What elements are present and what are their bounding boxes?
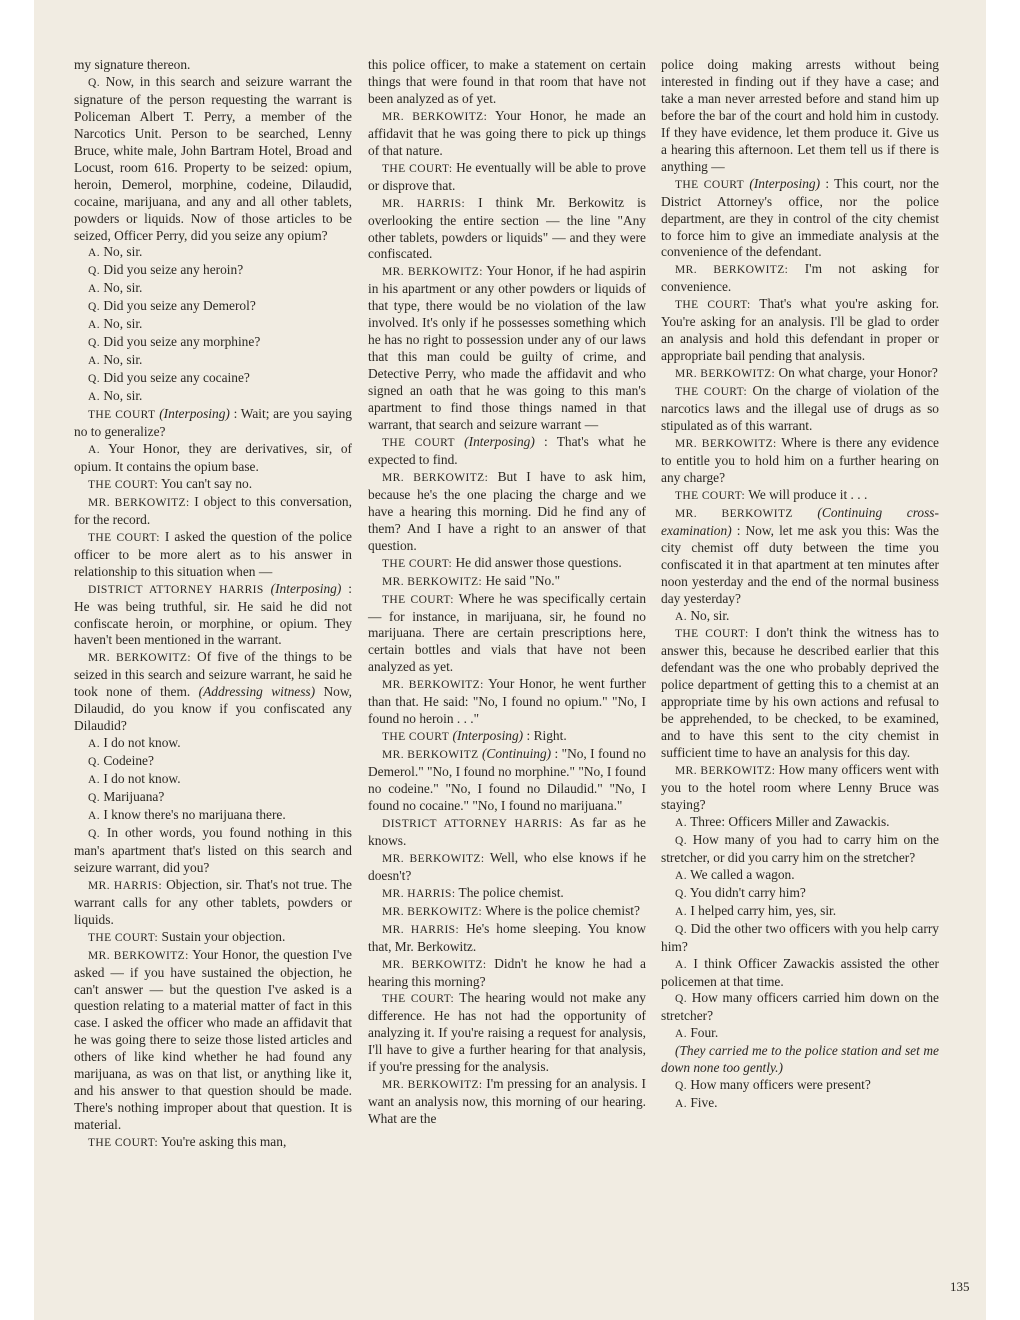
transcript-paragraph bbox=[368, 573, 646, 591]
speaker-label: Q. bbox=[88, 792, 100, 805]
transcript-paragraph bbox=[661, 57, 939, 176]
transcript-paragraph bbox=[661, 176, 939, 262]
speech-text: Objection, sir. That's not true. The warrant calls for any other tablets, powders or liquids. bbox=[74, 876, 352, 927]
speaker-label: MR. BERKOWITZ: bbox=[675, 264, 789, 277]
speaker-label: THE COURT: bbox=[675, 628, 749, 641]
transcript-paragraph bbox=[74, 57, 352, 74]
transcript-paragraph bbox=[368, 921, 646, 956]
speaker-label: MR. HARRIS: bbox=[88, 879, 163, 892]
speaker-label: THE COURT bbox=[88, 409, 156, 422]
text-column-2 bbox=[368, 57, 646, 1128]
speaker-label: Q. bbox=[88, 265, 100, 278]
transcript-paragraph bbox=[74, 406, 352, 441]
transcript-paragraph bbox=[368, 555, 646, 573]
transcript-paragraph bbox=[661, 1043, 939, 1077]
speech-text: We called a wagon. bbox=[690, 866, 795, 882]
speech-text: How many officers carried him down on the stretcher? bbox=[661, 990, 939, 1024]
speaker-label: Q. bbox=[88, 337, 100, 350]
speech-text: Your Honor, he went further than that. He said: "No, I found no opium." "No, I found no heroin . . ." bbox=[368, 676, 646, 727]
transcript-paragraph bbox=[368, 676, 646, 728]
transcript-paragraph bbox=[74, 74, 352, 245]
speaker-label: THE COURT: bbox=[675, 386, 748, 399]
speech-text: He said "No." bbox=[485, 572, 561, 588]
speaker-label: A. bbox=[88, 443, 100, 456]
speech-text: : Right. bbox=[526, 728, 567, 744]
speaker-label: THE COURT: bbox=[382, 557, 453, 570]
speaker-label: A. bbox=[88, 247, 100, 260]
speech-text: No, sir. bbox=[103, 388, 143, 404]
transcript-paragraph bbox=[368, 263, 646, 434]
transcript-paragraph bbox=[661, 832, 939, 867]
speaker-label: A. bbox=[88, 738, 100, 751]
speech-text: But I have to ask him, because he's the one placing the charge and we have a hearing this morning. Did he find any of them? And I have a right to an answer of that question. bbox=[368, 468, 646, 553]
transcript-paragraph bbox=[661, 762, 939, 814]
speech-text: Didn't he know he had a hearing this morning? bbox=[368, 955, 646, 989]
transcript-paragraph bbox=[74, 529, 352, 581]
transcript-paragraph bbox=[368, 990, 646, 1076]
speaker-label: A. bbox=[675, 1098, 687, 1111]
transcript-paragraph bbox=[74, 388, 352, 406]
transcript-paragraph bbox=[661, 625, 939, 762]
speech-text: Did the other two officers with you help carry him? bbox=[661, 920, 939, 954]
transcript-paragraph bbox=[74, 370, 352, 388]
speaker-label: A. bbox=[88, 391, 100, 404]
speech-text: He's home sleeping. You know that, Mr. Berkowitz. bbox=[368, 920, 646, 954]
speaker-label: MR. BERKOWITZ bbox=[382, 749, 479, 762]
transcript-paragraph bbox=[74, 316, 352, 334]
stage-direction: (Interposing) bbox=[749, 175, 821, 191]
speaker-label: MR. BERKOWITZ: bbox=[382, 110, 488, 123]
transcript-paragraph bbox=[661, 903, 939, 921]
transcript-paragraph bbox=[661, 867, 939, 885]
transcript-paragraph bbox=[74, 947, 352, 1134]
speaker-label: MR. BERKOWITZ: bbox=[88, 949, 189, 962]
text-column-1 bbox=[74, 57, 352, 1152]
speech-text: Where is the police chemist? bbox=[485, 902, 640, 918]
speech-text: Codeine? bbox=[103, 753, 154, 769]
speech-text: I helped carry him, yes, sir. bbox=[690, 902, 837, 918]
speech-text: my signature thereon. bbox=[74, 57, 191, 72]
speech-text: police doing making arrests without being interested in finding out if they have a case; and take a man never arrested before and stand him up before the bar of the court and hold him in custody. If they have evidence, let them produce it. Give us a hearing this afternoon. Let them tell us if there is anything — bbox=[661, 57, 939, 174]
speaker-label: THE COURT: bbox=[88, 931, 159, 944]
transcript-paragraph bbox=[74, 877, 352, 929]
speaker-label: THE COURT bbox=[675, 178, 745, 191]
speaker-label: MR. BERKOWITZ: bbox=[382, 575, 483, 588]
transcript-paragraph bbox=[74, 280, 352, 298]
speech-text: The hearing would not make any difference. He has not had the opportunity of analyzing it. If you're raising a request for analysis, I'll have to give a further hearing for that analysis, if you're pressing for the analysis. bbox=[368, 990, 646, 1075]
transcript-paragraph bbox=[661, 296, 939, 365]
speaker-label: THE COURT bbox=[382, 436, 455, 449]
speaker-label: MR. BERKOWITZ: bbox=[382, 1079, 483, 1092]
speaker-label: DISTRICT ATTORNEY HARRIS: bbox=[382, 817, 563, 830]
transcript-paragraph bbox=[368, 591, 646, 677]
transcript-paragraph bbox=[661, 608, 939, 626]
speech-text: : He was being truthful, sir. He said he did not confiscate heroin, or morphine, or opium. They haven't been mentioned in the warrant. bbox=[74, 580, 352, 648]
speech-text: Did you seize any morphine? bbox=[103, 334, 261, 350]
transcript-paragraph bbox=[368, 1076, 646, 1128]
speech-text: On what charge, your Honor? bbox=[778, 365, 938, 381]
transcript-paragraph bbox=[74, 649, 352, 735]
speech-text: : That's what he expected to find. bbox=[368, 433, 646, 467]
transcript-paragraph bbox=[661, 885, 939, 903]
transcript-paragraph bbox=[74, 929, 352, 947]
speech-text: No, sir. bbox=[103, 352, 143, 368]
speaker-label: Q. bbox=[88, 827, 100, 840]
speech-text: this police officer, to make a statement on certain things that were found in that room that have not been analyzed as of yet. bbox=[368, 57, 646, 106]
speech-text: I'm not asking for convenience. bbox=[661, 261, 939, 295]
transcript-paragraph bbox=[74, 789, 352, 807]
stage-direction: (Continuing) bbox=[481, 746, 552, 762]
transcript-paragraph bbox=[368, 850, 646, 885]
transcript-paragraph bbox=[661, 990, 939, 1025]
speech-text: : "No, I found no Demerol." "No, I found no morphine." "No, I found no codeine." "No, I found no Dilaudid." "No, I found no cocaine." "No, I found no marijuana." bbox=[368, 746, 646, 813]
speech-text: Sustain your objection. bbox=[161, 928, 286, 944]
speaker-label: A. bbox=[88, 774, 100, 787]
speech-text: As far as he knows. bbox=[368, 814, 646, 848]
speaker-label: A. bbox=[88, 355, 100, 368]
transcript-paragraph bbox=[74, 262, 352, 280]
speech-text: Five. bbox=[690, 1095, 718, 1111]
speaker-label: MR. BERKOWITZ: bbox=[675, 437, 777, 450]
speech-text: : Now, let me ask you this: Was the city chemist off duty between the time you confiscated it in that apartment at ten minutes after noon yesterday and the end of the normal business day yesterday? bbox=[661, 522, 939, 606]
text-column-3 bbox=[661, 57, 939, 1113]
speaker-label: MR. BERKOWITZ: bbox=[88, 652, 191, 665]
speaker-label: THE COURT: bbox=[675, 299, 751, 312]
transcript-paragraph bbox=[74, 581, 352, 650]
speaker-label: THE COURT: bbox=[88, 478, 159, 491]
speech-text: : This court, nor the District Attorney's office, nor the police department, are they in control of the city chemist to force him to give an immediate analysis at the convenience of the defendant. bbox=[661, 175, 939, 260]
speech-text: You can't say no. bbox=[161, 475, 253, 491]
speaker-label: Q. bbox=[88, 301, 100, 314]
stage-direction: (They carried me to the police station and set me down none too gently.) bbox=[661, 1043, 939, 1076]
speech-text: How many of you had to carry him on the stretcher, or did you carry him on the stretcher? bbox=[661, 831, 939, 865]
transcript-paragraph bbox=[368, 903, 646, 921]
speaker-label: Q. bbox=[88, 756, 100, 769]
speaker-label: A. bbox=[675, 610, 687, 623]
speaker-label: THE COURT: bbox=[675, 489, 746, 502]
transcript-paragraph bbox=[74, 1134, 352, 1152]
stage-direction: (Continuing cross-examination) bbox=[661, 504, 939, 538]
speech-text: I think Officer Zawackis assisted the other policemen at that time. bbox=[661, 955, 939, 989]
speaker-label: A. bbox=[675, 905, 687, 918]
stage-direction: (Addressing witness) bbox=[198, 684, 316, 700]
speech-text: I asked the question of the police officer to be more alert as to his answer in relationship to this situation when — bbox=[74, 528, 352, 579]
speaker-label: THE COURT: bbox=[382, 593, 454, 606]
speech-text: Marijuana? bbox=[103, 789, 165, 805]
book-page bbox=[34, 0, 986, 1320]
speaker-label: MR. BERKOWITZ bbox=[675, 507, 793, 520]
speech-text: Your Honor, the question I've asked — if you have sustained the objection, he can't answer — but the question I've asked is a question relating to a material matter of fact in this case. I asked the officer who made an affidavit that he was going there to seize those listed articles and others of like kind whether he had found any marijuana, as was on that list, or anything like it, and his answer to that question should be made. There's nothing improper about that question. It is material. bbox=[74, 946, 352, 1133]
speaker-label: A. bbox=[675, 869, 687, 882]
speech-text: No, sir. bbox=[103, 280, 143, 296]
speech-text: Did you seize any Demerol? bbox=[103, 298, 256, 314]
transcript-paragraph bbox=[368, 956, 646, 991]
speech-text: Your Honor, they are derivatives, sir, of opium. It contains the opium base. bbox=[74, 440, 352, 474]
speech-text: Your Honor, if he had aspirin in his apartment or any other powders or liquids of that type, there would be no violation of the law involved. It's only if he possesses something which he has no right to possession under any of our laws that this man could be guilty of crime, and Detective Perry, who made the affidavit and who signed an oath that he was going to this man's apartment to find those things named in that warrant, that search and seizure warrant — bbox=[368, 263, 646, 433]
speech-text: No, sir. bbox=[103, 316, 143, 332]
speaker-label: DISTRICT ATTORNEY HARRIS bbox=[88, 583, 264, 596]
transcript-paragraph bbox=[74, 352, 352, 370]
speech-text: He eventually will be able to prove or disprove that. bbox=[368, 159, 646, 193]
speaker-label: MR. BERKOWITZ: bbox=[675, 765, 776, 778]
speaker-label: A. bbox=[88, 319, 100, 332]
speech-text: Did you seize any heroin? bbox=[103, 262, 244, 278]
speech-text: Where he was specifically certain — for instance, in marijuana, sir, he found no marijuana. There are certain prescriptions here, certain bottles and vials that have not been analyzed as yet. bbox=[368, 590, 647, 675]
transcript-paragraph bbox=[368, 746, 646, 815]
speech-text: Where is there any evidence to entitle you to hold him on a further hearing on any charge? bbox=[661, 434, 940, 485]
speech-text: On the charge of violation of the narcotics laws and the illegal use of drugs as so stipulated as of this warrant. bbox=[661, 383, 939, 434]
transcript-paragraph bbox=[368, 815, 646, 850]
transcript-paragraph bbox=[368, 57, 646, 108]
transcript-paragraph bbox=[74, 807, 352, 825]
speech-text: In other words, you found nothing in this man's apartment that's listed on this search and seizure warrant, did you? bbox=[74, 824, 352, 875]
transcript-paragraph bbox=[661, 1077, 939, 1095]
speech-text: Three: Officers Miller and Zawackis. bbox=[690, 813, 890, 829]
stage-direction: (Interposing) bbox=[270, 580, 342, 596]
speech-text: I do not know. bbox=[103, 735, 181, 751]
transcript-paragraph bbox=[368, 434, 646, 469]
speech-text: No, sir. bbox=[103, 244, 143, 260]
speaker-label: Q. bbox=[675, 993, 687, 1006]
speaker-label: THE COURT: bbox=[88, 531, 160, 544]
speaker-label: MR. BERKOWITZ: bbox=[675, 368, 776, 381]
stage-direction: (Interposing) bbox=[452, 728, 524, 744]
speaker-label: Q. bbox=[675, 923, 687, 936]
speaker-label: Q. bbox=[88, 373, 100, 386]
transcript-paragraph bbox=[661, 956, 939, 991]
speech-text: I'm pressing for an analysis. I want an analysis now, this morning of our hearing. What are the bbox=[368, 1076, 646, 1127]
speech-text: I object to this conversation, for the record. bbox=[74, 493, 352, 527]
transcript-paragraph bbox=[661, 383, 939, 435]
transcript-paragraph bbox=[74, 825, 352, 877]
speaker-label: THE COURT: bbox=[88, 1137, 159, 1150]
speaker-label: MR. BERKOWITZ: bbox=[382, 471, 489, 484]
speaker-label: MR. BERKOWITZ: bbox=[88, 496, 190, 509]
speech-text: He did answer those questions. bbox=[455, 554, 622, 570]
transcript-paragraph bbox=[661, 1025, 939, 1043]
speech-text: Four. bbox=[690, 1025, 719, 1041]
transcript-paragraph bbox=[368, 469, 646, 555]
speaker-label: THE COURT: bbox=[382, 162, 453, 175]
speech-text: How many officers were present? bbox=[690, 1077, 871, 1093]
speech-text: The police chemist. bbox=[458, 884, 564, 900]
transcript-paragraph bbox=[368, 885, 646, 903]
speaker-label: MR. HARRIS: bbox=[382, 887, 456, 900]
speaker-label: A. bbox=[88, 809, 100, 822]
speech-text: Of five of the things to be seized in this search and seizure warrant, he said he took none of them. bbox=[74, 649, 352, 700]
transcript-paragraph bbox=[74, 298, 352, 316]
speaker-label: MR. BERKOWITZ: bbox=[382, 852, 485, 865]
speaker-label: MR. HARRIS: bbox=[382, 197, 466, 210]
stage-direction: (Interposing) bbox=[464, 433, 535, 449]
speaker-label: THE COURT bbox=[382, 731, 450, 744]
page-number: 135 bbox=[950, 1279, 970, 1294]
speech-text: You didn't carry him? bbox=[689, 884, 806, 900]
speech-text: I do not know. bbox=[103, 771, 181, 787]
transcript-paragraph bbox=[661, 814, 939, 832]
speech-text: I don't think the witness has to answer this, because he described earlier that this defendant was the one who probably deprived the police department of getting this to a chemist at an appropriate time by his own actions and refusal to be apprehended, to be checked, to be examined, and to have this sent to the city chemist in sufficient time to have an analysis for this day. bbox=[661, 625, 939, 761]
transcript-paragraph bbox=[74, 771, 352, 789]
speech-text: Now, in this search and seizure warrant the signature of the person requesting the warrant is Policeman Albert T. Perry, a member of the Narcotics Unit. Person to be searched, Lenny Bruce, white male, John Bartram Hotel, Broad and Locust, room 616. Property to be seized: opium, heroin, Demerol, morphine, codeine, Dilaudid, cocaine, marijuana, and any and all other tablets, powders or liquids. Now of those articles to be seized, Officer Perry, did you seize any opium? bbox=[74, 73, 352, 243]
speaker-label: MR. HARRIS: bbox=[382, 923, 460, 936]
transcript-paragraph bbox=[661, 505, 939, 608]
transcript-paragraph bbox=[74, 735, 352, 753]
speaker-label: A. bbox=[88, 283, 100, 296]
transcript-paragraph bbox=[74, 244, 352, 262]
transcript-paragraph bbox=[368, 195, 646, 264]
speaker-label: MR. BERKOWITZ: bbox=[382, 679, 484, 692]
speaker-label: Q. bbox=[675, 1080, 687, 1093]
transcript-paragraph bbox=[368, 160, 646, 195]
speech-text: Now, Dilaudid, do you know if you confiscated any Dilaudid? bbox=[74, 684, 352, 734]
speech-text: No, sir. bbox=[690, 607, 730, 623]
speech-text: How many officers went with you to the hotel room where Lenny Bruce was staying? bbox=[661, 762, 939, 812]
transcript-paragraph bbox=[74, 441, 352, 476]
speech-text: I know there's no marijuana there. bbox=[103, 806, 286, 822]
transcript-paragraph bbox=[74, 753, 352, 771]
speaker-label: A. bbox=[675, 1028, 687, 1041]
speaker-label: Q. bbox=[675, 887, 687, 900]
speech-text: You're asking this man, bbox=[161, 1134, 287, 1150]
speech-text: I think Mr. Berkowitz is overlooking the entire section — the line "Any other tablets, powders or liquids" — and they were confiscated. bbox=[368, 194, 647, 262]
speech-text: We will produce it . . . bbox=[748, 486, 868, 502]
transcript-paragraph bbox=[368, 728, 646, 746]
transcript-paragraph bbox=[74, 476, 352, 494]
speech-text: Well, who else knows if he doesn't? bbox=[368, 849, 647, 883]
speech-text: Did you seize any cocaine? bbox=[103, 370, 250, 386]
transcript-paragraph bbox=[661, 1095, 939, 1113]
speaker-label: A. bbox=[675, 816, 687, 829]
transcript-paragraph bbox=[661, 365, 939, 383]
transcript-paragraph bbox=[661, 261, 939, 296]
transcript-paragraph bbox=[661, 435, 939, 487]
speaker-label: MR. BERKOWITZ: bbox=[382, 266, 483, 279]
speech-text: Your Honor, he made an affidavit that he was going there to pick up things of that nature. bbox=[368, 107, 646, 158]
speaker-label: Q. bbox=[88, 76, 100, 89]
transcript-paragraph bbox=[661, 921, 939, 956]
transcript-paragraph bbox=[74, 334, 352, 352]
speaker-label: A. bbox=[675, 958, 687, 971]
speech-text: That's what you're asking for. You're asking for an analysis. I'll be glad to order an analysis and hold this defendant in proper or appropriate bail pending that analysis. bbox=[661, 296, 939, 364]
speaker-label: MR. BERKOWITZ: bbox=[382, 905, 483, 918]
transcript-paragraph bbox=[661, 487, 939, 505]
speaker-label: THE COURT: bbox=[382, 993, 455, 1006]
transcript-paragraph bbox=[368, 108, 646, 160]
speaker-label: MR. BERKOWITZ: bbox=[382, 958, 487, 971]
transcript-paragraph bbox=[74, 494, 352, 529]
speaker-label: Q. bbox=[675, 834, 687, 847]
stage-direction: (Interposing) bbox=[159, 406, 230, 422]
speech-text: : Wait; are you saying no to generalize? bbox=[74, 406, 352, 440]
